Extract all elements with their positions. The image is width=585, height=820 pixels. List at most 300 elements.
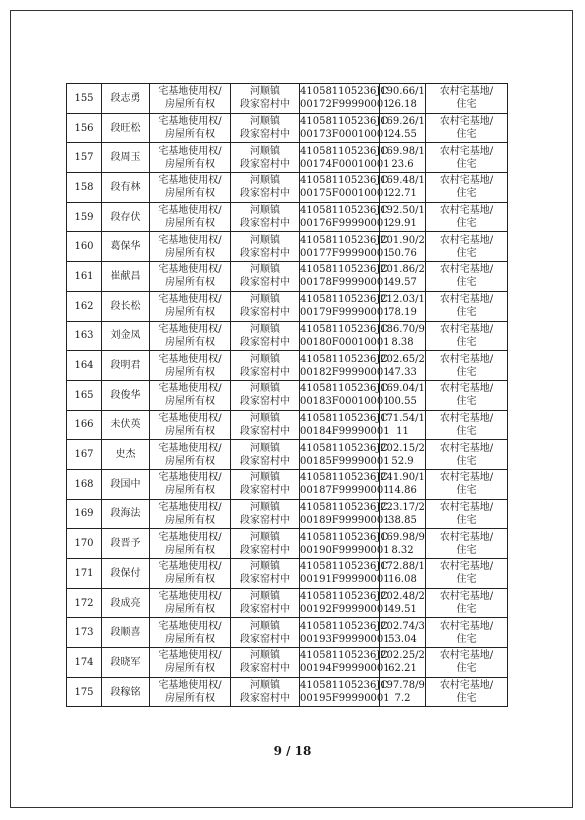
unit-code-cell <box>300 84 390 114</box>
location-cell <box>231 84 300 114</box>
unit-code-text: 410581105236JC <box>300 472 389 484</box>
row-number-cell <box>67 469 102 499</box>
table-row <box>67 380 508 410</box>
location-text: 河顺镇 <box>250 620 280 632</box>
land-use-text: 农村宅基地/ <box>439 205 494 217</box>
owner-name-cell <box>102 499 150 529</box>
location-text: 段家窑村中 <box>240 485 290 497</box>
right-type-cell <box>150 321 231 351</box>
table-row <box>67 143 508 173</box>
unit-code-text: 410581105236JC <box>300 323 389 335</box>
row-number-cell <box>67 618 102 648</box>
owner-name-text: 段稼铭 <box>110 686 141 698</box>
unit-code-text: 410581105236JC <box>300 116 389 128</box>
right-type-cell <box>150 499 231 529</box>
right-type-text: 房屋所有权 <box>165 604 215 616</box>
land-use-text: 农村宅基地/ <box>439 264 494 276</box>
land-use-text: 住宅 <box>456 158 477 170</box>
row-number-cell <box>67 262 102 292</box>
area-text: 62.21 <box>388 663 417 675</box>
owner-name-text: 段成亮 <box>110 597 141 609</box>
right-type-text: 宅基地使用权/ <box>158 383 222 395</box>
table-row <box>67 648 508 678</box>
row-number-cell <box>67 499 102 529</box>
location-cell <box>231 143 300 173</box>
row-number-text: 162 <box>74 300 94 312</box>
right-type-text: 宅基地使用权/ <box>158 442 222 454</box>
land-use-text: 住宅 <box>456 544 477 556</box>
table-row <box>67 440 508 470</box>
owner-name-cell <box>102 321 150 351</box>
location-text: 段家窑村中 <box>240 544 290 556</box>
location-text: 段家窑村中 <box>240 663 290 675</box>
table-row <box>67 529 508 559</box>
location-text: 段家窑村中 <box>240 425 290 437</box>
land-use-text: 住宅 <box>456 574 477 586</box>
land-use-text: 农村宅基地/ <box>439 145 494 157</box>
location-cell <box>231 618 300 648</box>
unit-code-text: 00174F00010001 <box>300 158 390 170</box>
location-text: 段家窑村中 <box>240 693 290 705</box>
row-number-text: 169 <box>74 508 94 520</box>
location-text: 河顺镇 <box>250 145 280 157</box>
land-use-cell <box>426 499 508 529</box>
area-text: 24.55 <box>388 129 417 141</box>
row-number-cell <box>67 291 102 321</box>
row-number-text: 161 <box>74 270 94 282</box>
land-use-text: 住宅 <box>456 307 477 319</box>
location-text: 段家窑村中 <box>240 218 290 230</box>
land-use-text: 农村宅基地/ <box>439 412 494 424</box>
unit-code-text: 410581105236JC <box>300 591 389 603</box>
unit-code-text: 00178F99990001 <box>300 277 390 289</box>
land-use-cell <box>426 648 508 678</box>
location-cell <box>231 559 300 589</box>
area-text: 202.15/2 <box>380 442 425 454</box>
location-cell <box>231 291 300 321</box>
owner-name-text: 崔献昌 <box>110 270 141 282</box>
land-use-cell <box>426 113 508 143</box>
unit-code-cell <box>300 262 390 292</box>
location-cell <box>231 529 300 559</box>
area-text: 212.03/1 <box>380 294 425 306</box>
table-row <box>67 202 508 232</box>
right-type-cell <box>150 291 231 321</box>
owner-name-cell <box>102 143 150 173</box>
location-cell <box>231 469 300 499</box>
right-type-text: 宅基地使用权/ <box>158 264 222 276</box>
location-cell <box>231 351 300 381</box>
location-text: 段家窑村中 <box>240 604 290 616</box>
location-cell <box>231 410 300 440</box>
owner-name-cell <box>102 588 150 618</box>
location-text: 段家窑村中 <box>240 129 290 141</box>
table-row <box>67 469 508 499</box>
right-type-text: 宅基地使用权/ <box>158 116 222 128</box>
land-use-text: 农村宅基地/ <box>439 175 494 187</box>
land-use-text: 住宅 <box>456 336 477 348</box>
right-type-text: 宅基地使用权/ <box>158 205 222 217</box>
unit-code-text: 00189F99990001 <box>300 514 390 526</box>
owner-name-text: 段海法 <box>110 508 141 520</box>
location-text: 河顺镇 <box>250 412 280 424</box>
land-use-text: 住宅 <box>456 485 477 497</box>
right-type-text: 房屋所有权 <box>165 663 215 675</box>
area-text: 7.2 <box>394 693 411 705</box>
owner-name-text: 段顺喜 <box>110 627 141 639</box>
row-number-cell <box>67 588 102 618</box>
owner-name-text: 史杰 <box>115 449 136 461</box>
land-use-cell <box>426 559 508 589</box>
unit-code-text: 00175F00010001 <box>300 188 390 200</box>
land-use-text: 农村宅基地/ <box>439 501 494 513</box>
right-type-cell <box>150 232 231 262</box>
area-text: 202.48/2 <box>380 591 425 603</box>
unit-code-text: 00173F00010001 <box>300 129 390 141</box>
table-row <box>67 410 508 440</box>
land-use-cell <box>426 380 508 410</box>
right-type-cell <box>150 262 231 292</box>
area-text: 38.85 <box>388 514 417 526</box>
right-type-text: 宅基地使用权/ <box>158 591 222 603</box>
unit-code-text: 410581105236JC <box>300 680 389 692</box>
right-type-text: 宅基地使用权/ <box>158 86 222 98</box>
unit-code-cell <box>300 440 390 470</box>
right-type-cell <box>150 143 231 173</box>
area-text: 00.55 <box>388 396 417 408</box>
land-use-cell <box>426 291 508 321</box>
owner-name-cell <box>102 84 150 114</box>
land-use-text: 住宅 <box>456 188 477 200</box>
right-type-text: 宅基地使用权/ <box>158 561 222 573</box>
area-text: 29.91 <box>388 218 417 230</box>
land-use-text: 住宅 <box>456 633 477 645</box>
row-number-cell <box>67 380 102 410</box>
location-cell <box>231 321 300 351</box>
right-type-cell <box>150 410 231 440</box>
owner-name-text: 未伏英 <box>110 419 141 431</box>
unit-code-cell <box>300 321 390 351</box>
right-type-cell <box>150 529 231 559</box>
location-text: 河顺镇 <box>250 501 280 513</box>
unit-code-text: 410581105236JC <box>300 383 389 395</box>
area-text: 169.98/1 <box>380 145 425 157</box>
unit-code-cell <box>300 469 390 499</box>
right-type-cell <box>150 84 231 114</box>
owner-name-cell <box>102 380 150 410</box>
unit-code-cell <box>300 677 390 707</box>
unit-code-cell <box>300 410 390 440</box>
area-text: 241.90/1 <box>380 472 425 484</box>
right-type-text: 房屋所有权 <box>165 188 215 200</box>
land-use-text: 农村宅基地/ <box>439 680 494 692</box>
unit-code-text: 410581105236JC <box>300 531 389 543</box>
unit-code-text: 00179F99990001 <box>300 307 390 319</box>
right-type-text: 宅基地使用权/ <box>158 472 222 484</box>
location-text: 段家窑村中 <box>240 99 290 111</box>
unit-code-text: 00176F99990001 <box>300 218 390 230</box>
row-number-cell <box>67 321 102 351</box>
unit-code-cell <box>300 291 390 321</box>
right-type-text: 房屋所有权 <box>165 574 215 586</box>
right-type-text: 宅基地使用权/ <box>158 175 222 187</box>
row-number-cell <box>67 410 102 440</box>
land-use-text: 住宅 <box>456 425 477 437</box>
area-text: 171.54/1 <box>380 412 425 424</box>
right-type-text: 房屋所有权 <box>165 307 215 319</box>
area-text: 53.04 <box>388 633 417 645</box>
location-text: 河顺镇 <box>250 86 280 98</box>
right-type-text: 房屋所有权 <box>165 336 215 348</box>
right-type-text: 房屋所有权 <box>165 99 215 111</box>
land-use-cell <box>426 321 508 351</box>
unit-code-text: 410581105236JC <box>300 294 389 306</box>
owner-name-text: 葛保华 <box>110 241 141 253</box>
row-number-text: 164 <box>74 360 94 372</box>
land-use-text: 农村宅基地/ <box>439 620 494 632</box>
unit-code-text: 00193F99990001 <box>300 633 390 645</box>
land-use-text: 住宅 <box>456 663 477 675</box>
unit-code-text: 410581105236JC <box>300 205 389 217</box>
row-number-text: 166 <box>74 419 94 431</box>
owner-name-cell <box>102 351 150 381</box>
table-row <box>67 291 508 321</box>
owner-name-cell <box>102 440 150 470</box>
location-text: 段家窑村中 <box>240 366 290 378</box>
unit-code-text: 410581105236JC <box>300 353 389 365</box>
location-text: 河顺镇 <box>250 353 280 365</box>
unit-code-text: 00177F99990001 <box>300 247 390 259</box>
row-number-cell <box>67 143 102 173</box>
unit-code-text: 00190F99990001 <box>300 544 390 556</box>
land-use-text: 农村宅基地/ <box>439 472 494 484</box>
land-use-text: 农村宅基地/ <box>439 116 494 128</box>
area-text: 14.86 <box>388 485 417 497</box>
row-number-text: 174 <box>74 656 94 668</box>
land-use-text: 农村宅基地/ <box>439 650 494 662</box>
row-number-text: 157 <box>74 152 94 164</box>
land-use-text: 农村宅基地/ <box>439 294 494 306</box>
owner-name-cell <box>102 410 150 440</box>
right-type-text: 宅基地使用权/ <box>158 353 222 365</box>
unit-code-cell <box>300 648 390 678</box>
unit-code-text: 410581105236JC <box>300 264 389 276</box>
area-text: 16.08 <box>388 574 417 586</box>
owner-name-text: 段长松 <box>110 300 141 312</box>
land-use-text: 农村宅基地/ <box>439 442 494 454</box>
right-type-cell <box>150 380 231 410</box>
row-number-text: 160 <box>74 241 94 253</box>
unit-code-cell <box>300 529 390 559</box>
area-text: 186.70/9 <box>380 323 425 335</box>
land-use-text: 住宅 <box>456 277 477 289</box>
row-number-cell <box>67 113 102 143</box>
page-number: 9 / 18 <box>273 744 312 758</box>
owner-name-text: 段国中 <box>110 478 141 490</box>
table-row <box>67 499 508 529</box>
row-number-cell <box>67 648 102 678</box>
row-number-text: 159 <box>74 211 94 223</box>
right-type-text: 宅基地使用权/ <box>158 680 222 692</box>
row-number-text: 172 <box>74 597 94 609</box>
unit-code-cell <box>300 499 390 529</box>
row-number-cell <box>67 559 102 589</box>
row-number-cell <box>67 351 102 381</box>
area-text: 223.17/2 <box>380 501 425 513</box>
owner-name-text: 段周玉 <box>110 152 141 164</box>
location-cell <box>231 380 300 410</box>
location-text: 段家窑村中 <box>240 336 290 348</box>
right-type-text: 房屋所有权 <box>165 633 215 645</box>
right-type-text: 宅基地使用权/ <box>158 620 222 632</box>
location-cell <box>231 648 300 678</box>
row-number-cell <box>67 202 102 232</box>
location-cell <box>231 202 300 232</box>
right-type-cell <box>150 559 231 589</box>
right-type-cell <box>150 648 231 678</box>
right-type-text: 房屋所有权 <box>165 218 215 230</box>
land-use-text: 农村宅基地/ <box>439 323 494 335</box>
right-type-text: 宅基地使用权/ <box>158 531 222 543</box>
area-text: 50.76 <box>388 247 417 259</box>
owner-name-cell <box>102 648 150 678</box>
unit-code-text: 410581105236JC <box>300 620 389 632</box>
unit-code-cell <box>300 113 390 143</box>
unit-code-cell <box>300 232 390 262</box>
unit-code-cell <box>300 202 390 232</box>
table-row <box>67 559 508 589</box>
right-type-cell <box>150 618 231 648</box>
area-text: 172.88/1 <box>380 561 425 573</box>
location-cell <box>231 232 300 262</box>
unit-code-text: 00195F99990001 <box>300 693 390 705</box>
land-use-cell <box>426 202 508 232</box>
area-text: 22.71 <box>388 188 417 200</box>
area-text: 169.48/1 <box>380 175 425 187</box>
unit-code-text: 00180F00010001 <box>300 336 390 348</box>
owner-name-cell <box>102 469 150 499</box>
right-type-cell <box>150 440 231 470</box>
area-text: 201.90/2 <box>380 234 425 246</box>
table-row <box>67 618 508 648</box>
location-text: 河顺镇 <box>250 561 280 573</box>
location-text: 河顺镇 <box>250 472 280 484</box>
right-type-cell <box>150 469 231 499</box>
owner-name-text: 段保付 <box>110 567 141 579</box>
registration-table <box>66 83 508 707</box>
area-text: 192.50/1 <box>380 205 425 217</box>
land-use-text: 住宅 <box>456 455 477 467</box>
land-use-text: 住宅 <box>456 604 477 616</box>
right-type-text: 房屋所有权 <box>165 158 215 170</box>
land-use-text: 农村宅基地/ <box>439 353 494 365</box>
unit-code-text: 00185F99990001 <box>300 455 390 467</box>
land-use-text: 住宅 <box>456 247 477 259</box>
area-text: 49.57 <box>388 277 417 289</box>
area-text: 197.78/9 <box>380 680 425 692</box>
owner-name-cell <box>102 173 150 203</box>
right-type-text: 房屋所有权 <box>165 485 215 497</box>
location-text: 河顺镇 <box>250 531 280 543</box>
row-number-text: 173 <box>74 627 94 639</box>
registration-table-body <box>67 84 508 707</box>
location-text: 河顺镇 <box>250 234 280 246</box>
right-type-text: 房屋所有权 <box>165 129 215 141</box>
location-text: 河顺镇 <box>250 116 280 128</box>
area-text: 78.19 <box>388 307 417 319</box>
right-type-text: 宅基地使用权/ <box>158 145 222 157</box>
unit-code-cell <box>300 143 390 173</box>
owner-name-text: 段志勇 <box>110 92 141 104</box>
right-type-text: 宅基地使用权/ <box>158 323 222 335</box>
unit-code-text: 00172F99990001 <box>300 99 390 111</box>
location-text: 河顺镇 <box>250 205 280 217</box>
right-type-cell <box>150 113 231 143</box>
location-text: 河顺镇 <box>250 591 280 603</box>
row-number-text: 175 <box>74 686 94 698</box>
unit-code-text: 00182F99990001 <box>300 366 390 378</box>
land-use-text: 农村宅基地/ <box>439 86 494 98</box>
unit-code-cell <box>300 351 390 381</box>
unit-code-text: 00192F99990001 <box>300 604 390 616</box>
right-type-text: 房屋所有权 <box>165 366 215 378</box>
right-type-cell <box>150 351 231 381</box>
unit-code-cell <box>300 588 390 618</box>
location-text: 河顺镇 <box>250 264 280 276</box>
land-use-cell <box>426 410 508 440</box>
table-row <box>67 321 508 351</box>
row-number-text: 163 <box>74 330 94 342</box>
owner-name-cell <box>102 232 150 262</box>
owner-name-text: 段存伏 <box>110 211 141 223</box>
right-type-text: 房屋所有权 <box>165 247 215 259</box>
unit-code-text: 410581105236JC <box>300 145 389 157</box>
right-type-cell <box>150 173 231 203</box>
unit-code-text: 410581105236JC <box>300 442 389 454</box>
area-text: 8.38 <box>391 336 414 348</box>
area-text: 11 <box>396 425 409 437</box>
row-number-text: 156 <box>74 122 94 134</box>
land-use-text: 住宅 <box>456 129 477 141</box>
location-text: 段家窑村中 <box>240 455 290 467</box>
unit-code-text: 00194F99990001 <box>300 663 390 675</box>
row-number-text: 168 <box>74 478 94 490</box>
unit-code-text: 410581105236JC <box>300 412 389 424</box>
right-type-text: 宅基地使用权/ <box>158 650 222 662</box>
land-use-cell <box>426 588 508 618</box>
table-row <box>67 262 508 292</box>
unit-code-text: 00183F00010001 <box>300 396 390 408</box>
location-cell <box>231 677 300 707</box>
right-type-text: 宅基地使用权/ <box>158 501 222 513</box>
row-number-cell <box>67 84 102 114</box>
unit-code-cell <box>300 380 390 410</box>
right-type-text: 房屋所有权 <box>165 425 215 437</box>
unit-code-text: 410581105236JC <box>300 501 389 513</box>
location-text: 段家窑村中 <box>240 633 290 645</box>
table-row <box>67 113 508 143</box>
owner-name-text: 段俊华 <box>110 389 141 401</box>
land-use-text: 农村宅基地/ <box>439 591 494 603</box>
area-text: 190.66/1 <box>380 86 425 98</box>
location-text: 段家窑村中 <box>240 277 290 289</box>
right-type-cell <box>150 588 231 618</box>
location-text: 河顺镇 <box>250 680 280 692</box>
location-text: 河顺镇 <box>250 442 280 454</box>
land-use-cell <box>426 677 508 707</box>
owner-name-cell <box>102 559 150 589</box>
land-use-text: 农村宅基地/ <box>439 561 494 573</box>
